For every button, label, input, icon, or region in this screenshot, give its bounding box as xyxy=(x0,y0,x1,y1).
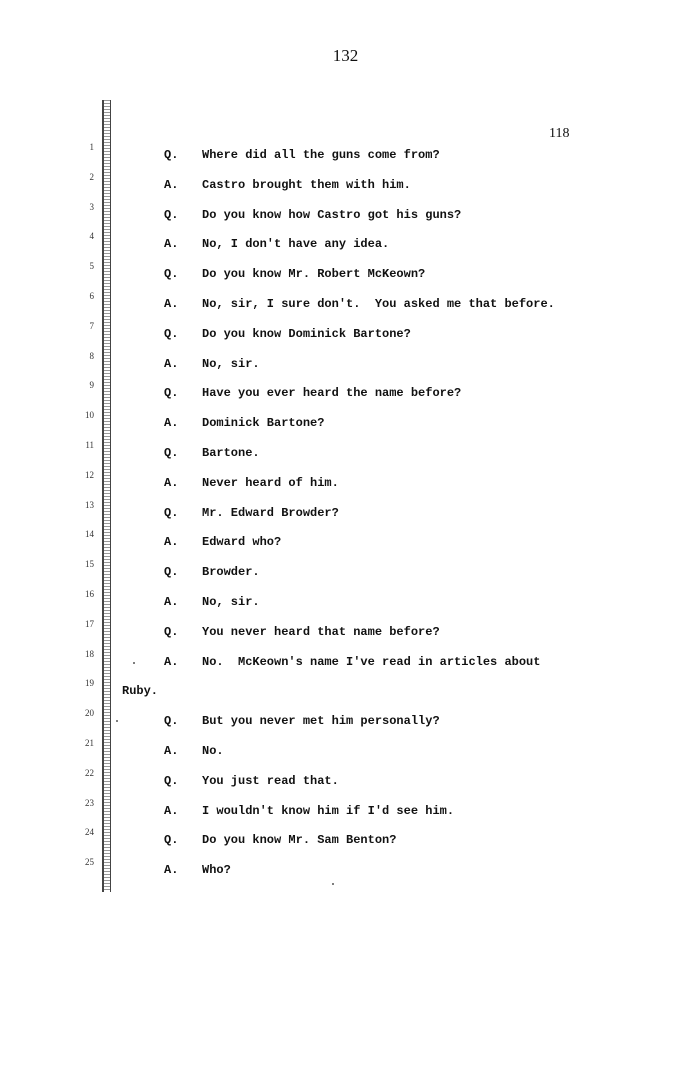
speck xyxy=(133,662,135,664)
speaker-label: A. xyxy=(164,535,179,549)
transcript-line xyxy=(0,291,691,317)
line-text: No. McKeown's name I've read in articles about xyxy=(202,655,541,669)
line-number: 21 xyxy=(85,738,94,748)
line-text: You never heard that name before? xyxy=(202,625,440,639)
speaker-label: A. xyxy=(164,476,179,490)
line-text: Dominick Bartone? xyxy=(202,416,325,430)
line-text: Ruby. xyxy=(122,684,159,698)
line-text: Do you know Mr. Robert McKeown? xyxy=(202,267,426,281)
line-number: 22 xyxy=(85,768,94,778)
line-text: Who? xyxy=(202,863,231,877)
line-text: Where did all the guns come from? xyxy=(202,148,440,162)
line-text: Have you ever heard the name before? xyxy=(202,386,462,400)
transcript-line xyxy=(0,559,691,585)
line-text: No, I don't have any idea. xyxy=(202,237,390,251)
line-text: Edward who? xyxy=(202,535,282,549)
speaker-label: Q. xyxy=(164,565,179,579)
line-text: No, sir. xyxy=(202,357,260,371)
line-text: Browder. xyxy=(202,565,260,579)
line-text: Do you know how Castro got his guns? xyxy=(202,208,462,222)
transcript-line xyxy=(0,708,691,734)
speaker-label: A. xyxy=(164,297,179,311)
transcript-line xyxy=(0,529,691,555)
transcript-line xyxy=(0,231,691,257)
speck xyxy=(116,720,118,722)
speaker-label: Q. xyxy=(164,625,179,639)
line-number: 8 xyxy=(89,351,94,361)
line-number: 5 xyxy=(89,261,94,271)
transcript-line xyxy=(0,172,691,198)
speaker-label: Q. xyxy=(164,833,179,847)
line-text: Do you know Mr. Sam Benton? xyxy=(202,833,397,847)
line-text: I wouldn't know him if I'd see him. xyxy=(202,804,455,818)
transcript-line xyxy=(0,380,691,406)
line-text: But you never met him personally? xyxy=(202,714,440,728)
line-text: No, sir, I sure don't. You asked me that before. xyxy=(202,297,555,311)
transcript-line xyxy=(0,649,691,675)
line-number: 9 xyxy=(89,380,94,390)
transcript-line xyxy=(0,470,691,496)
line-text: You just read that. xyxy=(202,774,339,788)
line-text: Mr. Edward Browder? xyxy=(202,506,339,520)
transcript-line xyxy=(0,678,691,704)
line-number: 6 xyxy=(89,291,94,301)
speaker-label: A. xyxy=(164,178,179,192)
speaker-label: Q. xyxy=(164,446,179,460)
line-number: 7 xyxy=(89,321,94,331)
speaker-label: Q. xyxy=(164,774,179,788)
transcript-line xyxy=(0,202,691,228)
line-number: 25 xyxy=(85,857,94,867)
speaker-label: Q. xyxy=(164,714,179,728)
transcript-line xyxy=(0,261,691,287)
line-number: 18 xyxy=(85,649,94,659)
line-number: 12 xyxy=(85,470,94,480)
transcript-line xyxy=(0,500,691,526)
line-number: 19 xyxy=(85,678,94,688)
transcript-line xyxy=(0,827,691,853)
speaker-label: Q. xyxy=(164,148,179,162)
transcript-line xyxy=(0,768,691,794)
page-number: 132 xyxy=(332,46,359,65)
line-number: 23 xyxy=(85,798,94,808)
speaker-label: A. xyxy=(164,357,179,371)
line-number: 3 xyxy=(89,202,94,212)
speaker-label: A. xyxy=(164,655,179,669)
line-number: 24 xyxy=(85,827,94,837)
transcript-line xyxy=(0,738,691,764)
line-number: 10 xyxy=(85,410,94,420)
speaker-label: Q. xyxy=(164,327,179,341)
transcript-page-number: 118 xyxy=(549,126,570,141)
line-text: No, sir. xyxy=(202,595,260,609)
speaker-label: A. xyxy=(164,237,179,251)
line-number: 1 xyxy=(89,142,94,152)
speaker-label: A. xyxy=(164,804,179,818)
line-number: 13 xyxy=(85,500,94,510)
speaker-label: Q. xyxy=(164,506,179,520)
transcript-line xyxy=(0,142,691,168)
line-number: 2 xyxy=(89,172,94,182)
speaker-label: A. xyxy=(164,416,179,430)
transcript-line xyxy=(0,440,691,466)
line-number: 16 xyxy=(85,589,94,599)
line-text: Bartone. xyxy=(202,446,260,460)
line-text: Do you know Dominick Bartone? xyxy=(202,327,411,341)
line-number: 11 xyxy=(85,440,94,450)
line-text: Castro brought them with him. xyxy=(202,178,411,192)
line-number: 20 xyxy=(85,708,94,718)
speaker-label: Q. xyxy=(164,208,179,222)
line-number: 4 xyxy=(89,231,94,241)
transcript-line xyxy=(0,857,691,883)
transcript-line xyxy=(0,619,691,645)
transcript-line xyxy=(0,798,691,824)
speaker-label: A. xyxy=(164,863,179,877)
speaker-label: Q. xyxy=(164,386,179,400)
line-text: Never heard of him. xyxy=(202,476,339,490)
transcript-line xyxy=(0,589,691,615)
speaker-label: A. xyxy=(164,744,179,758)
speaker-label: A. xyxy=(164,595,179,609)
line-text: No. xyxy=(202,744,224,758)
speaker-label: Q. xyxy=(164,267,179,281)
line-number: 15 xyxy=(85,559,94,569)
transcript-line xyxy=(0,351,691,377)
transcript-line xyxy=(0,410,691,436)
line-number: 14 xyxy=(85,529,94,539)
line-number: 17 xyxy=(85,619,94,629)
transcript-line xyxy=(0,321,691,347)
speck xyxy=(332,883,334,885)
